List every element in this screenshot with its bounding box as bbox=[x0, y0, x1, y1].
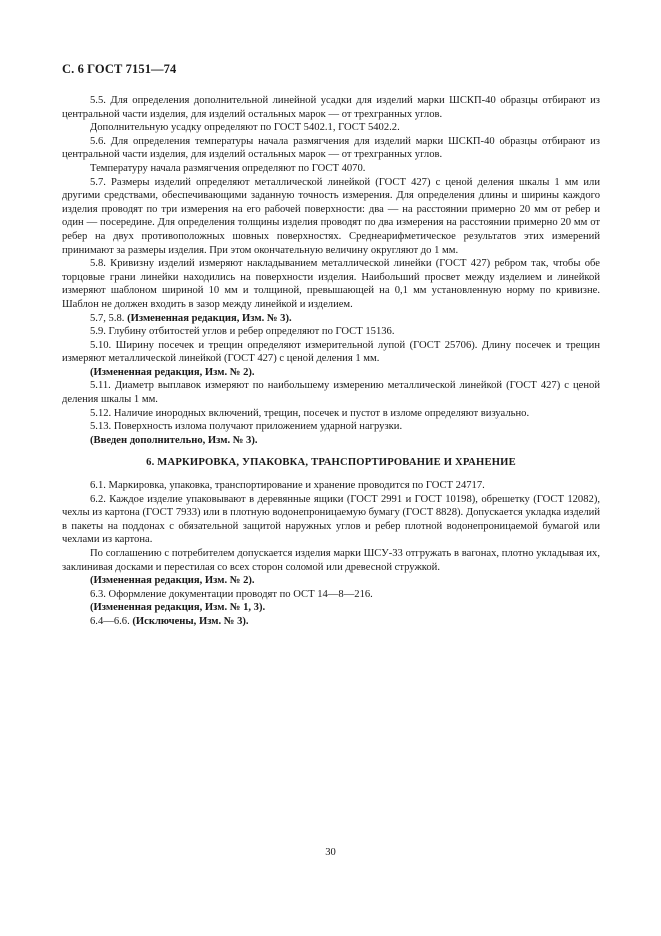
revision-note: (Измененная редакция, Изм. № 3). bbox=[127, 312, 292, 324]
paragraph-5-13-note: (Введен дополнительно, Изм. № 3). bbox=[90, 434, 258, 446]
paragraph-6-3: 6.3. Оформление документации проводят по ОСТ 14—8—216. bbox=[90, 588, 373, 600]
paragraph-5-5-shrinkage: Дополнительную усадку определяют по ГОСТ 5402.1, ГОСТ 5402.2. bbox=[90, 122, 400, 134]
paragraph-5-13: 5.13. Поверхность излома получают приложением ударной нагрузки. bbox=[90, 421, 403, 433]
paragraph-5-9: 5.9. Глубину отбитостей углов и ребер определяют по ГОСТ 15136. bbox=[90, 326, 395, 338]
document-body bbox=[62, 94, 600, 629]
page-number: 30 bbox=[325, 847, 336, 858]
paragraph-6-4-6-6 bbox=[62, 615, 600, 629]
paragraph-6-1: 6.1. Маркировка, упаковка, транспортирование и хранение проводится по ГОСТ 24717. bbox=[90, 480, 485, 492]
section-6-title: 6. МАРКИРОВКА, УПАКОВКА, ТРАНСПОРТИРОВАНИЕ И ХРАНЕНИЕ bbox=[146, 457, 516, 469]
excluded-ref: 6.4—6.6. bbox=[90, 615, 130, 627]
paragraph-5-7-5-8-revision bbox=[62, 312, 600, 326]
revision-ref: 5.7, 5.8. bbox=[90, 312, 125, 324]
paragraph-6-2: 6.2. Каждое изделие упаковывают в деревянные ящики (ГОСТ 2991 и ГОСТ 10198), обрешетку (ГОСТ 12082), чехлы из картона (ГОСТ 7933) или в плотную водонепроницаемую бумагу (ГОСТ 8828). Допускается укладка изделий в пакеты на поддонах с обязательной защитой наружных углов и ребер плотной водонепроницаемой бумагой или чехлами из картона. bbox=[62, 493, 600, 546]
excluded-note: (Исключены, Изм. № 3). bbox=[132, 615, 249, 627]
paragraph-5-7: 5.7. Размеры изделий определяют металлической линейкой (ГОСТ 427) с ценой деления шкалы 1 мм или другими средствами, обеспечивающими заданную точность измерения. Для определения длины и ширины каждого изделия проводят по три измерения на его рабочей поверхности: два — на расстоянии примерно 20 мм от ребер и один — посередине. Для определения толщины изделия проводят по два измерения на расстоянии примерно 20 мм от ребер на двух противоположных шовных поверхностях. Среднеарифметическое результатов этих измерений принимают за размеры изделия. При этом окончательную величину округляют до 1 мм. bbox=[62, 176, 600, 256]
paragraph-6-2-agreement: По соглашению с потребителем допускается изделия марки ШСУ-33 отгружать в вагонах, плотно укладывая их, заклинивая досками и перестилая со всех сторон соломой или древесной стружкой. bbox=[62, 548, 600, 573]
paragraph-5-5: 5.5. Для определения дополнительной линейной усадки для изделий марки ШСКП-40 образцы отбирают из центральной части изделия, для изделий остальных марок — от трехгранных углов. bbox=[62, 95, 600, 120]
page-header: С. 6 ГОСТ 7151—74 bbox=[62, 62, 177, 76]
paragraph-5-6-temperature: Температуру начала размягчения определяют по ГОСТ 4070. bbox=[90, 162, 366, 174]
paragraph-6-2-note: (Измененная редакция, Изм. № 2). bbox=[90, 575, 255, 587]
paragraph-5-10-note: (Измененная редакция, Изм. № 2). bbox=[90, 366, 255, 378]
paragraph-5-8: 5.8. Кривизну изделий измеряют накладыванием металлической линейки (ГОСТ 427) ребром так, чтобы обе торцовые грани линейки находились на поверхности изделия. Наибольший просвет между изделием и линейкой измеряют шаблоном шириной 10 мм и толщиной, превышающей на 0,1 мм установленную норму по кривизне. Шаблон не должен входить в зазор между линейкой и изделием. bbox=[62, 258, 600, 310]
paragraph-6-3-note: (Измененная редакция, Изм. № 1, 3). bbox=[90, 602, 266, 614]
paragraph-5-12: 5.12. Наличие инородных включений, трещин, посечек и пустот в изломе определяют визуально. bbox=[90, 407, 530, 419]
paragraph-5-11: 5.11. Диаметр выплавок измеряют по наибольшему измерению металлической линейкой (ГОСТ 427) с ценой деления шкалы 1 мм. bbox=[62, 380, 600, 406]
paragraph-5-10: 5.10. Ширину посечек и трещин определяют измерительной лупой (ГОСТ 25706). Длину посечек и трещин измеряют металлической линейкой (ГОСТ 427) с ценой деления 1 мм. bbox=[62, 339, 600, 365]
paragraph-5-6: 5.6. Для определения температуры начала размягчения для изделий марки ШСКП-40 образцы отбирают из центральной части изделия, для изделий остальных марок — от трехгранных углов. bbox=[62, 135, 600, 161]
